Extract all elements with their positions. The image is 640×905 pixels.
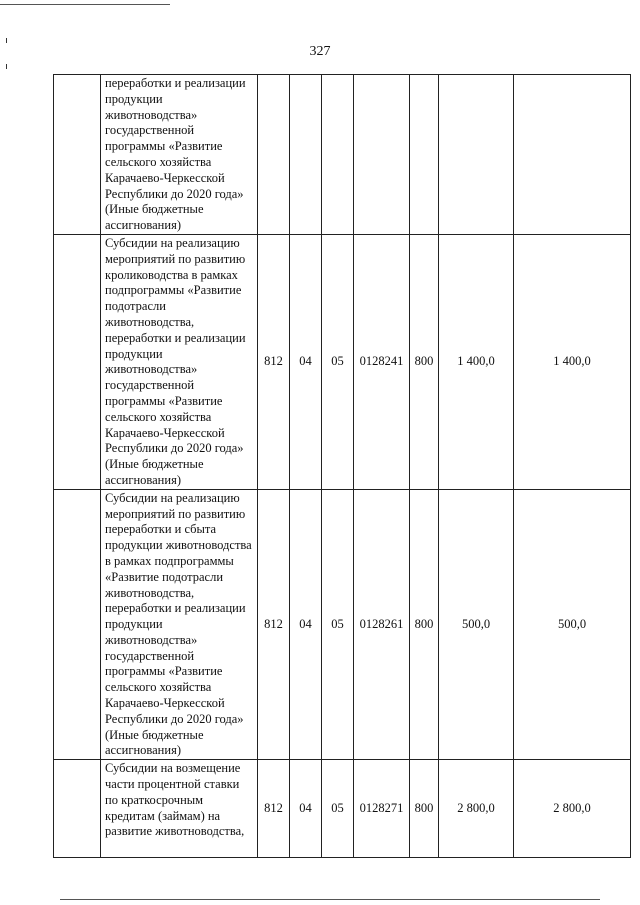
amount-cell [514,75,631,235]
pr-cell: 05 [322,234,354,489]
amount-cell: 1 400,0 [514,234,631,489]
amount-cell: 1 400,0 [439,234,514,489]
csr-cell: 0128261 [354,489,410,760]
description-cell: Субсидии на реализацию мероприятий по развитию переработки и сбыта продукции животноводства в рамках подпрограммы «Развитие подотрасли животноводства, переработки и реализации продукции животноводства» государственной программы «Развитие сельского хозяйства Карачаево-Черкесской Республики до 2020 года» (Иные бюджетные ассигнования) [101,489,258,760]
ved-cell: 812 [258,234,290,489]
pr-cell [322,75,354,235]
ved-cell: 812 [258,489,290,760]
vr-cell: 800 [410,489,439,760]
amount-cell: 2 800,0 [439,760,514,858]
rz-cell: 04 [290,234,322,489]
number-cell [54,489,101,760]
scan-artifact-bottom [60,899,600,900]
pr-cell: 05 [322,489,354,760]
page-number: 327 [309,44,331,59]
number-cell [54,75,101,235]
number-cell [54,760,101,858]
amount-cell: 2 800,0 [514,760,631,858]
number-cell [54,234,101,489]
csr-cell: 0128271 [354,760,410,858]
vr-cell: 800 [410,234,439,489]
ved-cell [258,75,290,235]
vr-cell: 800 [410,760,439,858]
table-row [54,489,631,760]
csr-cell: 0128241 [354,234,410,489]
table-row [54,234,631,489]
vr-cell [410,75,439,235]
scan-artifact-top [0,4,170,5]
rz-cell: 04 [290,489,322,760]
rz-cell: 04 [290,760,322,858]
pr-cell: 05 [322,760,354,858]
amount-cell [439,75,514,235]
scan-artifact-mark [6,38,7,43]
amount-cell: 500,0 [514,489,631,760]
description-cell: Субсидии на возмещение части процентной ставки по краткосрочным кредитам (займам) на развитие животноводства, [101,760,258,858]
csr-cell [354,75,410,235]
rz-cell [290,75,322,235]
table-row [54,760,631,858]
table-row [54,75,631,235]
description-cell: Субсидии на реализацию мероприятий по развитию кролиководства в рамках подпрограммы «Развитие подотрасли животноводства, переработки и реализации продукции животноводства» государственной программы «Развитие сельского хозяйства Карачаево-Черкесской Республики до 2020 года» (Иные бюджетные ассигнования) [101,234,258,489]
scan-artifact-mark [6,64,7,69]
ved-cell: 812 [258,760,290,858]
description-cell: переработки и реализации продукции животноводства» государственной программы «Развитие сельского хозяйства Карачаево-Черкесской Республики до 2020 года» (Иные бюджетные ассигнования) [101,75,258,235]
amount-cell: 500,0 [439,489,514,760]
budget-table [53,74,631,858]
